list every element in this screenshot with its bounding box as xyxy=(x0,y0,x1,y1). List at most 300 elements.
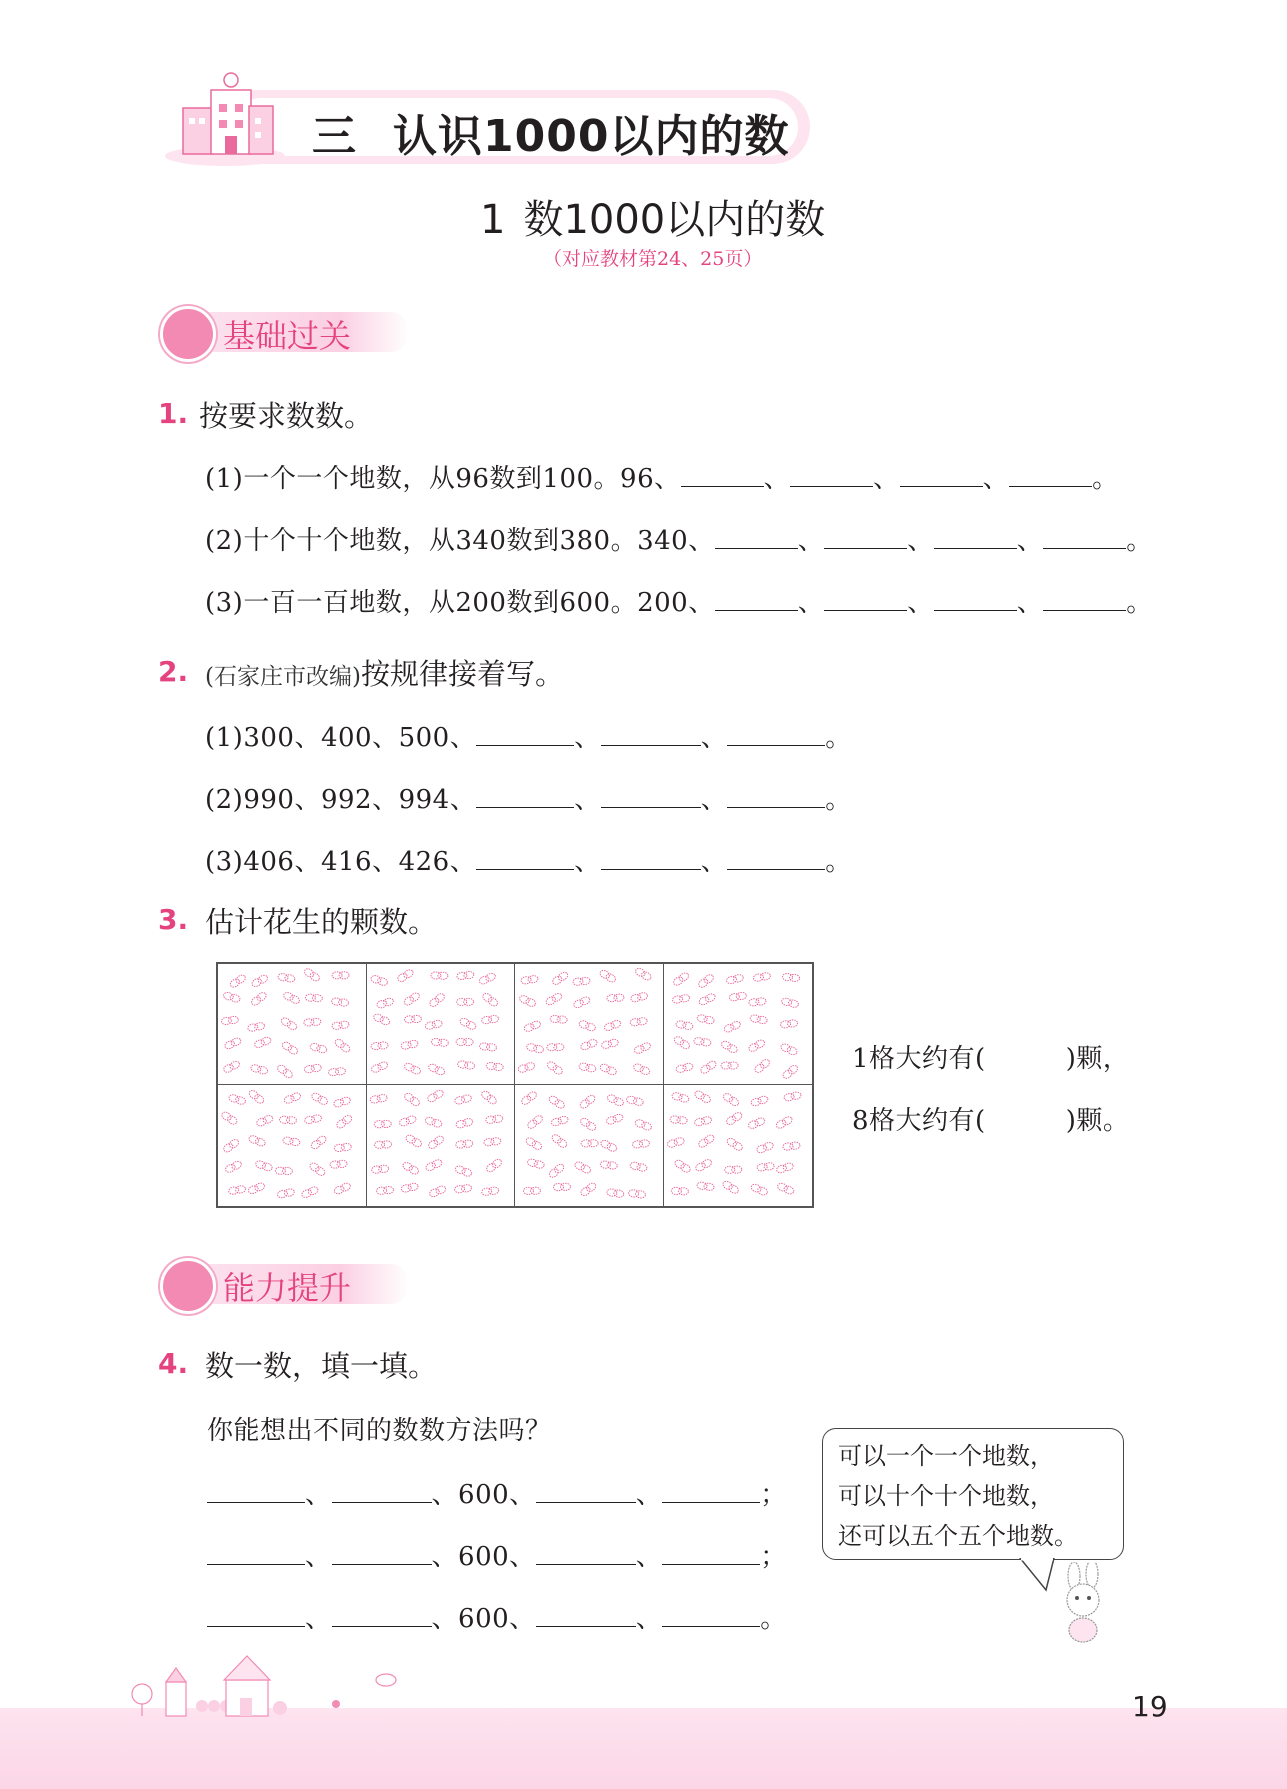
q3-line-2 xyxy=(852,1100,1129,1137)
peanut-icon xyxy=(550,1015,568,1024)
peanut-icon xyxy=(224,1037,242,1050)
question-number: 1. xyxy=(158,397,189,430)
peanut-icon xyxy=(783,1091,801,1101)
peanut-icon xyxy=(523,1187,540,1194)
peanut-icon xyxy=(481,1187,499,1196)
peanut-icon xyxy=(279,1116,296,1124)
peanut-scatter xyxy=(367,1085,515,1206)
peanut-icon xyxy=(776,1182,795,1195)
q4-prompt: 你能想出不同的数数方法吗？ xyxy=(207,1416,552,1446)
peanut-icon xyxy=(753,1058,771,1074)
given-number: 600 xyxy=(458,1480,510,1510)
peanut-icon xyxy=(250,991,268,1007)
answer-blank[interactable] xyxy=(715,526,798,549)
peanut-icon xyxy=(633,1041,651,1054)
peanut-icon xyxy=(780,1019,798,1028)
peanut-icon xyxy=(782,973,800,982)
peanut-icon xyxy=(693,1037,711,1047)
footer-band xyxy=(0,1708,1287,1789)
peanut-icon xyxy=(781,1064,799,1080)
question-number: 4. xyxy=(158,1347,189,1380)
peanut-icon xyxy=(548,1095,566,1110)
answer-blank[interactable] xyxy=(332,1604,432,1627)
answer-blank[interactable] xyxy=(662,1604,760,1627)
page-number: 19 xyxy=(1132,1690,1168,1723)
peanut-icon xyxy=(335,1114,353,1130)
q1-item-1-text: (1)一个一个地数，从96数到100。96、 xyxy=(205,464,681,494)
bubble-line-1: 可以一个一个地数， xyxy=(838,1442,1054,1470)
chapter-name: 认识1000以内的数 xyxy=(393,111,790,162)
peanut-icon xyxy=(697,973,715,989)
peanut-icon xyxy=(748,997,766,1006)
question-title-text: 按规律接着写。 xyxy=(360,657,564,691)
peanut-icon xyxy=(222,1138,240,1154)
peanut-icon xyxy=(331,997,349,1006)
peanut-icon xyxy=(697,1133,715,1148)
peanut-icon xyxy=(454,1165,472,1178)
peanut-icon xyxy=(254,1036,272,1049)
peanut-icon xyxy=(431,1038,449,1047)
peanut-icon xyxy=(309,1042,327,1053)
answer-blank[interactable] xyxy=(536,1480,636,1503)
peanut-icon xyxy=(481,1015,499,1024)
peanut-icon xyxy=(626,1095,644,1106)
peanut-icon xyxy=(403,1092,421,1108)
q3-line-2-post: )颗。 xyxy=(1065,1106,1130,1136)
peanut-icon xyxy=(304,1018,321,1026)
answer-blank[interactable] xyxy=(207,1604,305,1627)
peanut-icon xyxy=(424,1158,442,1172)
peanut-icon xyxy=(634,1118,652,1131)
peanut-icon xyxy=(333,1096,351,1108)
peanut-icon xyxy=(485,1062,503,1071)
q2-item-3: (3)406、416、426、 、 、 。 xyxy=(205,847,852,877)
answer-blank[interactable] xyxy=(332,1542,432,1565)
peanut-icon xyxy=(424,1019,442,1030)
peanut-icon xyxy=(628,1189,646,1198)
peanut-icon xyxy=(551,1133,569,1149)
peanut-icon xyxy=(750,1183,769,1197)
peanut-icon xyxy=(599,1063,617,1076)
peanut-icon xyxy=(374,1120,391,1128)
peanut-icon xyxy=(485,1115,503,1124)
peanut-icon xyxy=(693,1116,711,1126)
peanut-icon xyxy=(456,998,473,1005)
answer-blank[interactable] xyxy=(824,588,907,611)
peanut-icon xyxy=(721,1180,739,1195)
peanut-icon xyxy=(454,1184,472,1193)
peanut-icon xyxy=(328,1067,346,1076)
peanut-icon xyxy=(370,1041,388,1050)
peanut-icon xyxy=(723,1020,742,1033)
peanut-icon xyxy=(573,977,591,986)
peanut-icon xyxy=(220,1110,238,1125)
peanut-icon xyxy=(672,1035,690,1050)
answer-blank[interactable] xyxy=(727,723,825,746)
question-number: 2. xyxy=(158,655,189,688)
peanut-icon xyxy=(725,974,743,985)
peanut-icon xyxy=(223,991,241,1003)
peanut-icon xyxy=(749,1014,767,1024)
peanut-icon xyxy=(671,1187,688,1195)
peanut-icon xyxy=(581,1140,598,1147)
peanut-icon xyxy=(599,969,617,984)
peanut-icon xyxy=(606,1188,624,1198)
peanut-icon xyxy=(517,1062,535,1074)
peanut-icon xyxy=(301,1186,319,1199)
peanut-icon xyxy=(310,1092,328,1106)
peanut-icon xyxy=(600,1139,618,1153)
peanut-icon xyxy=(248,1089,266,1105)
q3-line-1 xyxy=(852,1038,1129,1075)
peanut-icon xyxy=(276,1064,294,1080)
peanut-icon xyxy=(574,1160,592,1174)
answer-blank[interactable] xyxy=(476,723,574,746)
peanut-icon xyxy=(229,974,247,989)
peanut-icon xyxy=(277,1188,295,1198)
school-building-icon xyxy=(155,68,285,170)
peanut-icon xyxy=(724,1166,741,1173)
peanut-icon xyxy=(523,1020,541,1033)
given-number: 600 xyxy=(458,1604,510,1634)
question-title: 估计花生的颗数。 xyxy=(205,905,438,939)
peanut-icon xyxy=(521,975,539,985)
peanut-icon xyxy=(485,1158,503,1174)
peanut-icon xyxy=(275,1167,292,1175)
peanut-icon xyxy=(369,1094,387,1104)
peanut-icon xyxy=(455,1118,473,1129)
peanut-icon xyxy=(720,1040,738,1054)
mascot-badge-icon xyxy=(160,1258,216,1314)
peanut-icon xyxy=(282,991,300,1005)
q1-item-3-text: (3)一百一百地数，从200数到600。200、 xyxy=(205,588,715,618)
peanut-icon xyxy=(721,1092,739,1107)
peanut-icon xyxy=(632,1139,650,1148)
peanut-icon xyxy=(728,992,746,1002)
peanut-icon xyxy=(428,992,446,1008)
peanut-icon xyxy=(518,994,536,1008)
peanut-icon xyxy=(398,1115,416,1127)
peanut-icon xyxy=(747,1117,766,1130)
lesson-title xyxy=(480,188,825,245)
peanut-cell xyxy=(367,964,516,1085)
peanut-icon xyxy=(334,1143,352,1152)
answer-blank[interactable] xyxy=(1043,588,1126,611)
answer-blank[interactable] xyxy=(601,723,701,746)
peanut-icon xyxy=(458,1017,476,1031)
peanut-icon xyxy=(480,1089,498,1105)
peanut-icon xyxy=(669,1115,687,1124)
peanut-icon xyxy=(673,1159,691,1174)
town-decoration-icon xyxy=(120,1646,410,1718)
question-number: 3. xyxy=(158,903,189,936)
peanut-icon xyxy=(251,974,269,988)
answer-blank[interactable] xyxy=(662,1480,760,1503)
q2-item-2: (2)990、992、994、 、 、 。 xyxy=(205,785,852,815)
given-number: 600 xyxy=(458,1542,510,1572)
peanut-icon xyxy=(779,1043,798,1056)
peanut-icon xyxy=(672,971,690,987)
peanut-icon xyxy=(224,1160,242,1174)
answer-blank[interactable] xyxy=(207,1480,305,1503)
peanut-icon xyxy=(403,1062,421,1075)
q3-line-2-pre: 8格大约有( xyxy=(852,1106,986,1136)
peanut-icon xyxy=(222,1060,240,1074)
peanut-icon xyxy=(278,973,296,983)
q2-item-1: (1)300、400、500、 、 、 。 xyxy=(205,723,852,753)
peanut-icon xyxy=(632,1063,650,1076)
peanut-icon xyxy=(280,1016,298,1031)
answer-blank[interactable] xyxy=(934,588,1017,611)
peanut-icon xyxy=(579,1094,597,1110)
peanut-icon xyxy=(332,972,349,979)
peanut-cell xyxy=(664,964,813,1085)
peanut-icon xyxy=(376,1186,394,1195)
peanut-icon xyxy=(430,972,447,980)
section-title-advanced: 能力提升 xyxy=(223,1269,352,1307)
peanut-icon xyxy=(546,1060,564,1076)
peanut-icon xyxy=(600,1160,618,1169)
peanut-cell xyxy=(515,964,664,1085)
peanut-icon xyxy=(526,1114,544,1130)
peanut-icon xyxy=(578,1019,596,1032)
peanut-icon xyxy=(545,992,563,1006)
peanut-cell xyxy=(218,1085,367,1206)
peanut-icon xyxy=(630,992,648,1003)
peanut-icon xyxy=(228,1185,246,1195)
peanut-icon xyxy=(553,1183,570,1191)
peanut-icon xyxy=(456,971,474,980)
peanut-icon xyxy=(775,1162,793,1174)
peanut-icon xyxy=(247,1022,265,1032)
peanut-icon xyxy=(747,1039,765,1053)
bubble-line-2: 可以十个十个地数， xyxy=(838,1482,1054,1510)
peanut-icon xyxy=(247,1182,265,1195)
peanut-icon xyxy=(697,992,715,1006)
peanut-icon xyxy=(580,1038,598,1051)
peanut-icon xyxy=(330,1160,348,1169)
bubble-line-3: 还可以五个五个地数。 xyxy=(838,1522,1078,1550)
peanut-icon xyxy=(305,994,322,1002)
q1-item-1: (1)一个一个地数，从96数到100。96、 、 、 、 。 xyxy=(205,464,1119,494)
peanut-icon xyxy=(774,1115,792,1129)
peanut-icon xyxy=(666,1137,684,1149)
peanut-icon xyxy=(551,971,569,986)
peanut-icon xyxy=(375,997,393,1009)
peanut-icon xyxy=(699,1060,717,1075)
peanut-icon xyxy=(303,967,321,982)
peanut-icon xyxy=(672,994,690,1004)
peanut-icon xyxy=(520,1090,538,1106)
peanut-icon xyxy=(696,1014,714,1025)
peanut-icon xyxy=(725,1137,743,1152)
peanut-icon xyxy=(481,992,499,1008)
peanut-icon xyxy=(404,1015,421,1023)
answer-blank[interactable] xyxy=(934,526,1017,549)
peanut-cell xyxy=(367,1085,516,1206)
answer-blank[interactable] xyxy=(601,785,701,808)
peanut-icon xyxy=(372,1013,390,1026)
peanut-icon xyxy=(527,1158,545,1169)
peanut-icon xyxy=(255,1160,273,1172)
rabbit-mascot-icon xyxy=(1050,1562,1120,1646)
peanut-icon xyxy=(370,1061,388,1074)
peanut-icon xyxy=(281,1041,299,1056)
peanut-icon xyxy=(483,1137,501,1146)
peanut-scatter xyxy=(218,964,366,1084)
answer-blank[interactable] xyxy=(824,526,907,549)
q3-line-1-post: )颗， xyxy=(1065,1044,1130,1074)
answer-blank[interactable] xyxy=(727,785,825,808)
peanut-icon xyxy=(721,1062,738,1069)
answer-blank[interactable] xyxy=(476,847,574,870)
question-title xyxy=(205,652,564,693)
peanut-icon xyxy=(455,1140,473,1149)
peanut-icon xyxy=(332,1021,350,1030)
peanut-icon xyxy=(606,1093,624,1107)
answer-blank[interactable] xyxy=(790,464,873,487)
peanut-scatter xyxy=(515,964,663,1084)
answer-blank[interactable] xyxy=(536,1542,636,1565)
peanut-icon xyxy=(630,1017,648,1026)
peanut-scatter xyxy=(515,1085,663,1206)
peanut-icon xyxy=(400,1182,418,1192)
peanut-icon xyxy=(780,997,798,1008)
peanut-icon xyxy=(401,1161,419,1176)
peanut-icon xyxy=(427,1063,445,1076)
peanut-icon xyxy=(221,1016,239,1025)
q2-item-2-text: (2)990、992、994、 xyxy=(205,785,477,815)
q1-item-2-text: (2)十个十个地数，从340数到380。340、 xyxy=(205,526,715,556)
peanut-icon xyxy=(400,1040,418,1050)
peanut-icon xyxy=(548,1163,566,1179)
peanut-icon xyxy=(308,1161,326,1177)
peanut-icon xyxy=(370,974,388,986)
peanut-icon xyxy=(457,1060,475,1069)
peanut-cell xyxy=(664,1085,813,1206)
peanut-icon xyxy=(671,1092,689,1104)
q4-row-3: 、 、600、 、 。 xyxy=(207,1598,787,1635)
peanut-icon xyxy=(478,972,496,985)
peanut-icon xyxy=(694,1158,712,1172)
peanut-icon xyxy=(426,1089,444,1104)
peanut-icon xyxy=(579,1181,597,1197)
peanut-scatter xyxy=(664,1085,813,1206)
textbook-reference: （对应教材第24、25页） xyxy=(543,248,763,270)
peanut-icon xyxy=(228,1094,246,1106)
peanut-icon xyxy=(573,996,591,1009)
q3-line-1-pre: 1格大约有( xyxy=(852,1044,986,1074)
answer-blank[interactable] xyxy=(900,464,983,487)
peanut-icon xyxy=(547,1044,564,1051)
answer-blank[interactable] xyxy=(1043,526,1126,549)
peanut-scatter xyxy=(664,964,813,1084)
peanut-icon xyxy=(304,1114,322,1124)
peanut-icon xyxy=(283,1092,301,1105)
answer-blank[interactable] xyxy=(1009,464,1092,487)
peanut-icon xyxy=(479,1042,497,1051)
peanut-grid xyxy=(216,962,814,1208)
peanut-icon xyxy=(334,1038,352,1054)
peanut-icon xyxy=(693,1089,711,1104)
peanut-icon xyxy=(424,1116,442,1128)
answer-blank[interactable] xyxy=(536,1604,636,1627)
peanut-icon xyxy=(371,1165,389,1174)
peanut-icon xyxy=(256,1114,274,1127)
q1-item-3: (3)一百一百地数，从200数到600。200、 、 、 、 。 xyxy=(205,588,1153,618)
peanut-icon xyxy=(310,1135,328,1151)
peanut-icon xyxy=(675,1062,693,1073)
peanut-icon xyxy=(579,1117,597,1132)
peanut-icon xyxy=(607,994,624,1002)
peanut-icon xyxy=(755,1141,774,1154)
peanut-scatter xyxy=(367,964,515,1084)
peanut-icon xyxy=(282,1136,300,1146)
peanut-icon xyxy=(551,1115,569,1127)
lesson-number: 1 xyxy=(480,197,506,243)
answer-blank[interactable] xyxy=(207,1542,305,1565)
question-title: 数一数，填一填。 xyxy=(205,1349,438,1383)
answer-blank[interactable] xyxy=(332,1480,432,1503)
peanut-icon xyxy=(427,1134,445,1150)
section-title-basic: 基础过关 xyxy=(223,317,352,355)
peanut-icon xyxy=(782,1142,800,1151)
peanut-icon xyxy=(250,1064,268,1075)
q2-item-1-text: (1)300、400、500、 xyxy=(205,723,477,753)
peanut-scatter xyxy=(218,1085,366,1206)
peanut-icon xyxy=(402,991,420,1006)
peanut-icon xyxy=(404,1134,422,1149)
peanut-icon xyxy=(525,1136,543,1151)
answer-blank[interactable] xyxy=(727,847,825,870)
answer-blank[interactable] xyxy=(662,1542,760,1565)
mascot-badge-icon xyxy=(160,306,216,362)
question-source: (石家庄市改编) xyxy=(205,664,361,690)
answer-blank[interactable] xyxy=(715,588,798,611)
peanut-icon xyxy=(333,1182,351,1195)
peanut-cell xyxy=(515,1085,664,1206)
peanut-icon xyxy=(601,1038,619,1049)
peanut-icon xyxy=(456,1038,473,1045)
peanut-icon xyxy=(526,1043,544,1054)
answer-blank[interactable] xyxy=(681,464,764,487)
peanut-icon xyxy=(396,968,414,983)
chapter-title xyxy=(312,100,789,164)
answer-blank[interactable] xyxy=(476,785,574,808)
peanut-icon xyxy=(578,1062,596,1072)
peanut-cell xyxy=(218,964,367,1085)
lesson-name: 数1000以内的数 xyxy=(523,197,826,243)
peanut-icon xyxy=(756,1162,774,1171)
peanut-icon xyxy=(696,1181,714,1191)
q4-row-1: 、 、600、 、 ； xyxy=(207,1474,787,1511)
peanut-icon xyxy=(630,1161,648,1172)
peanut-icon xyxy=(605,1113,623,1125)
answer-blank[interactable] xyxy=(601,847,701,870)
peanut-icon xyxy=(453,1094,471,1105)
q2-item-3-text: (3)406、416、426、 xyxy=(205,847,477,877)
peanut-icon xyxy=(248,1134,266,1147)
q1-item-2: (2)十个十个地数，从340数到380。340、 、 、 、 。 xyxy=(205,526,1153,556)
peanut-icon xyxy=(304,1064,322,1074)
peanut-icon xyxy=(725,1111,743,1126)
peanut-icon xyxy=(374,1141,391,1149)
peanut-icon xyxy=(675,1020,693,1030)
q4-row-2: 、 、600、 、 ； xyxy=(207,1536,787,1573)
peanut-icon xyxy=(752,972,770,982)
chapter-number: 三 xyxy=(312,111,357,162)
peanut-icon xyxy=(750,1095,768,1107)
